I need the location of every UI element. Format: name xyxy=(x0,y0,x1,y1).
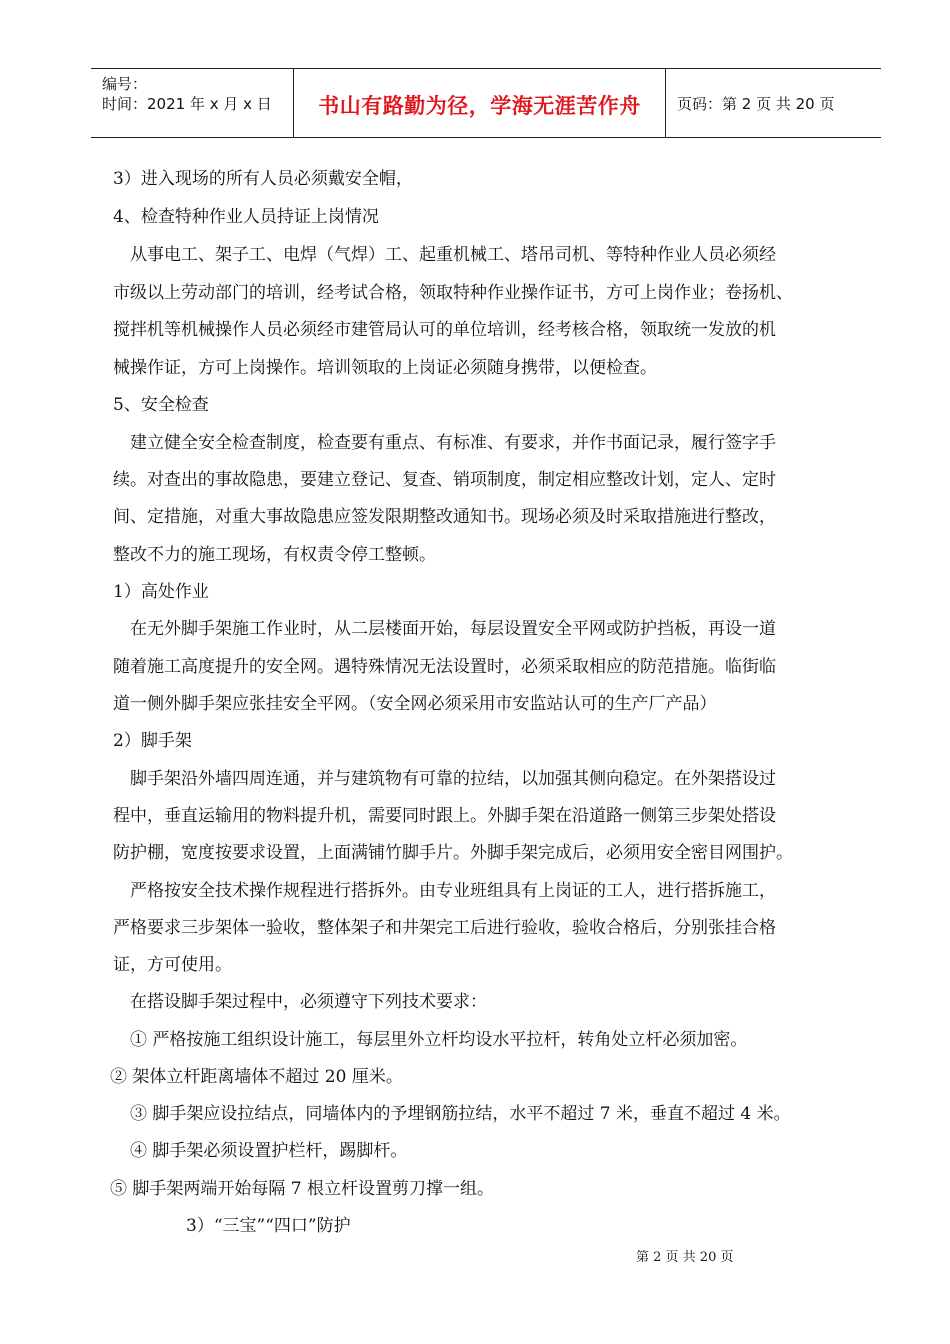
section-heading: 3）“三宝”“四口”防护 xyxy=(186,1216,351,1236)
header-page-cell xyxy=(667,69,881,137)
text-line: 市级以上劳动部门的培训，经考试合格，领取特种作业操作证书，方可上岗作业；卷扬机、 xyxy=(113,283,793,303)
list-item: ⑤ 脚手架两端开始每隔 7 根立杆设置剪刀撑一组。 xyxy=(110,1179,495,1199)
text-line: 在搭设脚手架过程中，必须遵守下列技术要求： xyxy=(130,992,487,1012)
text-line: 在无外脚手架施工作业时，从二层楼面开始，每层设置安全平网或防护挡板，再设一道 xyxy=(130,619,776,639)
text-line: 脚手架沿外墙四周连通，并与建筑物有可靠的拉结，以加强其侧向稳定。在外架搭设过 xyxy=(130,769,776,789)
text-line: 道一侧外脚手架应张挂安全平网。（安全网必须采用市安监站认可的生产厂产品） xyxy=(113,694,717,714)
list-item: ① 严格按施工组织设计施工，每层里外立杆均设水平拉杆，转角处立杆必须加密。 xyxy=(130,1030,748,1050)
text-line: 防护棚，宽度按要求设置，上面满铺竹脚手片。外脚手架完成后，必须用安全密目网围护。 xyxy=(113,843,793,863)
page-info: 页码：第 2 页 共 20 页 xyxy=(677,95,835,113)
text-line: 严格按安全技术操作规程进行搭拆外。由专业班组具有上岗证的工人，进行搭拆施工， xyxy=(130,881,776,901)
text-line: 整改不力的施工现场，有权责令停工整顿。 xyxy=(113,545,436,565)
text-line: 证，方可使用。 xyxy=(113,955,232,975)
section-heading: 1）高处作业 xyxy=(113,582,209,602)
motto: 书山有路勤为径，学海无涯苦作舟 xyxy=(318,94,641,118)
text-line: 间、定措施，对重大事故隐患应签发限期整改通知书。现场必须及时采取措施进行整改， xyxy=(113,507,776,527)
text-line: 随着施工高度提升的安全网。遇特殊情况无法设置时，必须采取相应的防范措施。临街临 xyxy=(113,657,776,677)
text-line: 械操作证，方可上岗操作。培训领取的上岗证必须随身携带，以便检查。 xyxy=(113,358,657,378)
list-item: ④ 脚手架必须设置护栏杆，踢脚杆。 xyxy=(130,1141,408,1161)
section-heading: 2）脚手架 xyxy=(113,731,192,751)
page-footer: 第 2 页 共 20 页 xyxy=(636,1250,734,1265)
list-item: ③ 脚手架应设拉结点，同墙体内的予埋钢筋拉结，水平不超过 7 米，垂直不超过 4 米。 xyxy=(130,1104,791,1124)
list-item: ② 架体立杆距离墙体不超过 20 厘米。 xyxy=(110,1067,403,1087)
section-heading: 5、安全检查 xyxy=(113,395,209,415)
text-line: 严格要求三步架体一验收，整体架子和井架完工后进行验收，验收合格后，分别张挂合格 xyxy=(113,918,776,938)
text-line: 搅拌机等机械操作人员必须经市建管局认可的单位培训，经考核合格，领取统一发放的机 xyxy=(113,320,776,340)
text-line: 从事电工、架子工、电焊（气焊）工、起重机械工、塔吊司机、等特种作业人员必须经 xyxy=(130,245,776,265)
text-line: 4、检查特种作业人员持证上岗情况 xyxy=(113,207,379,227)
text-line: 续。对查出的事故隐患，要建立登记、复查、销项制度，制定相应整改计划，定人、定时 xyxy=(113,470,776,490)
time-label: 时间：2021 年 x 月 x 日 xyxy=(102,95,272,113)
text-line: 建立健全安全检查制度，检查要有重点、有标准、有要求，并作书面记录，履行签字手 xyxy=(130,433,776,453)
text-line: 3）进入现场的所有人员必须戴安全帽， xyxy=(113,169,413,189)
text-line: 程中，垂直运输用的物料提升机，需要同时跟上。外脚手架在沿道路一侧第三步架处搭设 xyxy=(113,806,776,826)
header-meta-cell xyxy=(91,69,294,137)
page-header xyxy=(91,68,881,138)
code-label: 编号： xyxy=(102,75,148,93)
header-motto-cell xyxy=(294,69,666,137)
